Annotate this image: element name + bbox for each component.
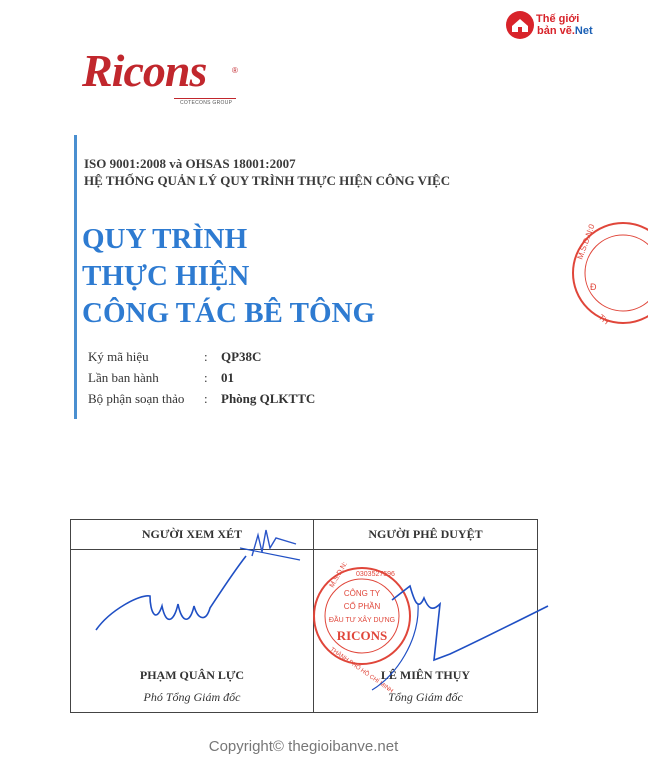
meta-colon: :	[204, 349, 208, 364]
approver-column	[314, 520, 537, 712]
svg-text:ĐẦU TƯ XÂY DỰNG: ĐẦU TƯ XÂY DỰNG	[328, 617, 396, 624]
house-icon	[506, 11, 534, 39]
approver-name: LÊ MIÊN THỤY	[380, 668, 471, 682]
meta-colon: :	[204, 391, 208, 406]
watermark-logo	[506, 10, 601, 44]
brand-group: COTECONS GROUP	[180, 100, 233, 106]
reviewer-name: PHẠM QUÂN LỰC	[139, 668, 245, 682]
svg-text:CÔNG TY: CÔNG TY	[343, 589, 381, 598]
edge-stamp-image	[568, 220, 648, 326]
svg-text:M.S.D.N:0: M.S.D.N:0	[575, 222, 597, 261]
title-line-2: THỰC HIỆN	[82, 260, 250, 292]
signature-table	[70, 519, 538, 713]
accent-bar	[74, 135, 77, 419]
watermark-line1: Thế giới	[536, 13, 580, 25]
watermark-line2: bản vẽ.Net	[537, 25, 593, 37]
svg-text:M.S.D.N:: M.S.D.N:	[328, 560, 349, 589]
meta-value: 01	[221, 370, 234, 385]
ricons-logo	[82, 44, 242, 110]
copyright-footer: Copyright© thegioibanve.net	[208, 738, 399, 755]
meta-colon: :	[204, 370, 208, 385]
brand-underline	[174, 98, 236, 99]
standards-line-1: ISO 9001:2008 và OHSAS 18001:2007	[84, 156, 296, 171]
meta-value: Phòng QLKTTC	[221, 391, 316, 406]
svg-text:RICONS: RICONS	[336, 628, 388, 643]
approver-role: Tổng Giám đốc	[388, 690, 463, 704]
title-line-3: CÔNG TÁC BÊ TÔNG	[82, 297, 376, 329]
title-line-1: QUY TRÌNH	[82, 223, 248, 255]
meta-value: QP38C	[221, 349, 262, 364]
svg-text:THÀNH PHỐ HỒ CHÍ MINH: THÀNH PHỐ HỒ CHÍ MINH	[328, 646, 394, 695]
reviewer-column	[71, 520, 313, 712]
meta-label: Lần ban hành	[88, 370, 159, 385]
approver-heading: NGƯỜI PHÊ DUYỆT	[368, 527, 483, 541]
svg-text:0303527596: 0303527596	[356, 571, 395, 578]
reviewer-role: Phó Tổng Giám đốc	[143, 690, 241, 704]
reviewer-heading: NGƯỜI XEM XÉT	[141, 527, 243, 541]
svg-text:Đ: Đ	[590, 282, 597, 292]
registered-mark: ®	[232, 66, 238, 75]
svg-text:TH: TH	[596, 312, 611, 327]
meta-label: Bộ phận soạn thảo	[88, 391, 185, 406]
brand-name: Ricons	[82, 45, 207, 96]
svg-text:CỔ PHẦN: CỔ PHẦN	[343, 602, 381, 611]
standards-line-2: HỆ THỐNG QUẢN LÝ QUY TRÌNH THỰC HIỆN CÔNG VIỆC	[84, 173, 451, 188]
meta-label: Ký mã hiệu	[88, 349, 149, 364]
